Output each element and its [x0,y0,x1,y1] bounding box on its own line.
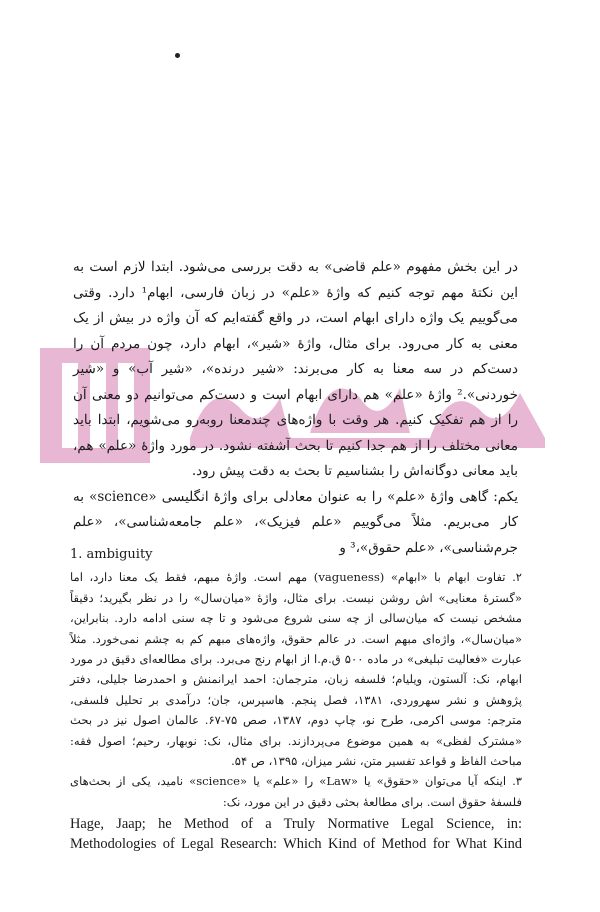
main-body-text [73,255,518,561]
footnote-3: ۳. اینکه آیا می‌توان «حقوق» یا «Law» را «علم» یا «science» نامید، یکی از بحث‌های فلسفهٔ حقوق است. برای مطالعهٔ بحثی دقیق در این مورد، نک: [70,774,523,809]
footnote-2: ۲. تفاوت ابهام با «ابهام» (vagueness) مهم است. واژهٔ مبهم، فقط یک معنا دارد، اما «گسترهٔ معنایی» اش روشن نیست. برای مثال، واژهٔ «میان‌سال» را در نظر بگیرید؛ دقیقاً مشخص نیست که میان‌سالی از چه سنی شروع می‌شود و تا چه سنی ادامه دارد. بنابراین، «میان‌سال»، واژه‌ای مبهم است. در عالم حقوق، واژه‌های مبهم کم به چشم نمی‌خورد. مثلاً عبارت «فعالیت تبلیغی» در ماده ۵۰۰ ق.م.ا از ابهام رنج می‌برد. برای مطالعه‌ای دقیق در مورد ابهام، نک: آلستون، ویلیام؛ فلسفه زبان، مترجمان: احمد ایرانمنش و احمدرضا جلیلی، دفتر پژوهش و نشر سهروردی، ۱۳۸۱، فصل پنجم. هاسپرس، جان؛ درآمدی بر تحلیل فلسفی، مترجم: موسی اکرمی، طرح نو، چاپ دوم، ۱۳۸۷، صص ۷۵-۶۷. عالمان اصول نیز در بحث «مشترک لفظی» به همین موضوع می‌پردازند. برای مثال، نک: نوبهار، رحیم؛ اصول فقه: مباحث الفاظ و قواعد تفسیر متن، نشر میزان، ۱۳۹۵، ص ۵۴. [70,570,522,769]
footnote-3-citation: Hage, Jaap; he Method of a Truly Normative Legal Science, in: Methodologies of Legal Research: Which Kind of Method for What Kind [70,816,522,853]
body-paragraph-2: یکم: گاهی واژهٔ «علم» را به عنوان معادلی برای واژهٔ انگلیسی «science» به کار می‌بریم. مثلاً می‌گوییم «علم فیزیک»، «علم جامعه‌شناسی»، «علم جرم‌شناسی»، «علم حقوق»،³ و [73,488,518,556]
ink-dot [175,53,180,58]
footnote-1: 1. ambiguity [70,547,153,562]
body-paragraph-1: در این بخش مفهوم «علم قاضی» به دقت بررسی می‌شود. ابتدا لازم است به این نکتهٔ مهم توجه کنیم که واژهٔ «علم» در زبان فارسی، ابهام¹ دارد. وقتی می‌گوییم یک واژه دارای ابهام است، در واقع گفته‌ایم که آن واژه در بیش از یک معنی به کار می‌رود. برای مثال، واژهٔ «شیر»، ابهام دارد، چون مردم آن را دست‌کم در سه معنا به کار می‌برند: «شیر درنده»، «شیر آب» و «شیر خوردنی».² واژهٔ «علم» هم دارای ابهام است و دست‌کم می‌توانیم دو معنی آن را از هم تفکیک کنیم. هر وقت با واژه‌های چندمعنا روبه‌رو می‌شویم، ابتدا باید معانی مختلف را از هم جدا کنیم تا بحث آشفته نشود. در مورد واژهٔ «علم» هم، باید معانی دوگانه‌اش را بشناسیم تا بحث به دقت پیش رود. [73,259,518,479]
footnotes-section [70,545,522,854]
